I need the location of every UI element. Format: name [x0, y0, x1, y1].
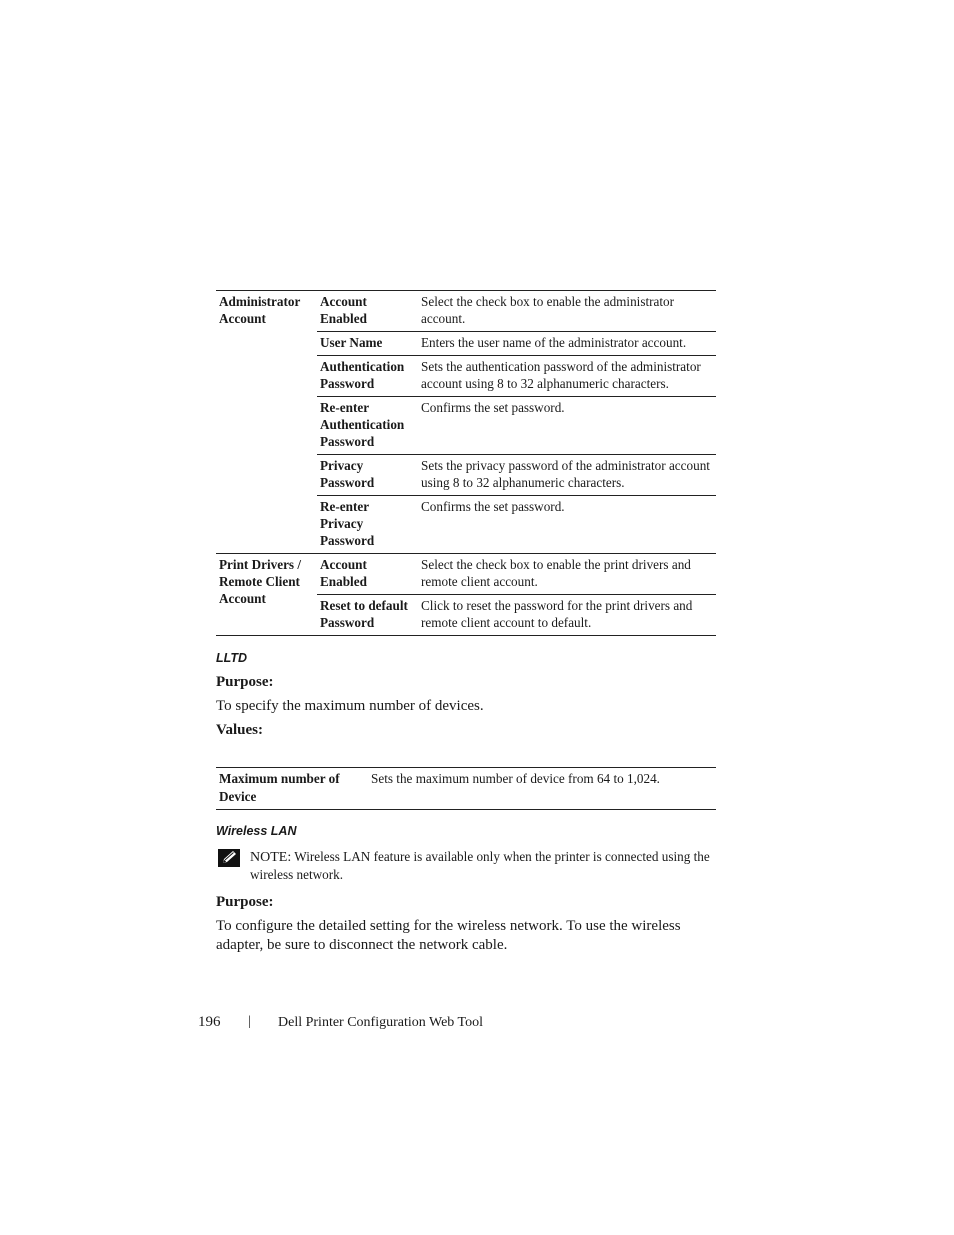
- setting-description: Confirms the set password.: [418, 496, 716, 554]
- setting-name: Account Enabled: [317, 554, 418, 595]
- setting-description: Select the check box to enable the administrator account.: [418, 291, 716, 332]
- purpose-label: Purpose:: [216, 894, 274, 910]
- setting-description: Sets the authentication password of the administrator account using 8 to 32 alphanumeric characters.: [418, 356, 716, 397]
- setting-description: Enters the user name of the administrator account.: [418, 332, 716, 356]
- table-row: [216, 291, 716, 332]
- setting-name: Account Enabled: [317, 291, 418, 332]
- footer-title: Dell Printer Configuration Web Tool: [278, 1015, 484, 1030]
- note-box: [216, 848, 716, 883]
- setting-description: Select the check box to enable the print drivers and remote client account.: [418, 554, 716, 595]
- table-row: [216, 768, 716, 810]
- footer-separator: |: [248, 1014, 251, 1029]
- note-text: Wireless LAN feature is available only when the printer is connected using the wireless network.: [250, 849, 710, 882]
- setting-description: Sets the privacy password of the administrator account using 8 to 32 alphanumeric characters.: [418, 455, 716, 496]
- setting-description: Sets the maximum number of device from 64 to 1,024.: [371, 771, 660, 786]
- account-settings-table: [216, 290, 716, 636]
- table-row: [216, 554, 716, 595]
- group-label: Print Drivers / Remote Client Account: [216, 554, 317, 636]
- group-label: Administrator Account: [216, 291, 317, 554]
- note-prefix: NOTE:: [250, 850, 292, 865]
- setting-name: Authentication Password: [317, 356, 418, 397]
- setting-description: Confirms the set password.: [418, 397, 716, 455]
- setting-name: User Name: [317, 332, 418, 356]
- purpose-text: To configure the detailed setting for the wireless network. To use the wireless adapter, be sure to disconnect the network cable.: [216, 918, 681, 953]
- purpose-text: To specify the maximum number of devices.: [216, 698, 484, 714]
- page-content: [216, 290, 716, 955]
- setting-name: Privacy Password: [317, 455, 418, 496]
- page-number: 196: [198, 1014, 221, 1030]
- note-pencil-icon: [218, 849, 240, 867]
- section-heading-lltd: LLTD: [216, 651, 248, 665]
- setting-description: Click to reset the password for the print drivers and remote client account to default.: [418, 595, 716, 636]
- section-heading-wireless-lan: Wireless LAN: [216, 824, 297, 838]
- values-label: Values:: [216, 722, 263, 738]
- setting-name: Re-enter Authentication Password: [317, 397, 418, 455]
- setting-name: Re-enter Privacy Password: [317, 496, 418, 554]
- lltd-values-table: [216, 767, 716, 810]
- setting-name: Maximum number of Device: [219, 771, 340, 804]
- purpose-label: Purpose:: [216, 674, 274, 690]
- setting-name: Reset to default Password: [317, 595, 418, 636]
